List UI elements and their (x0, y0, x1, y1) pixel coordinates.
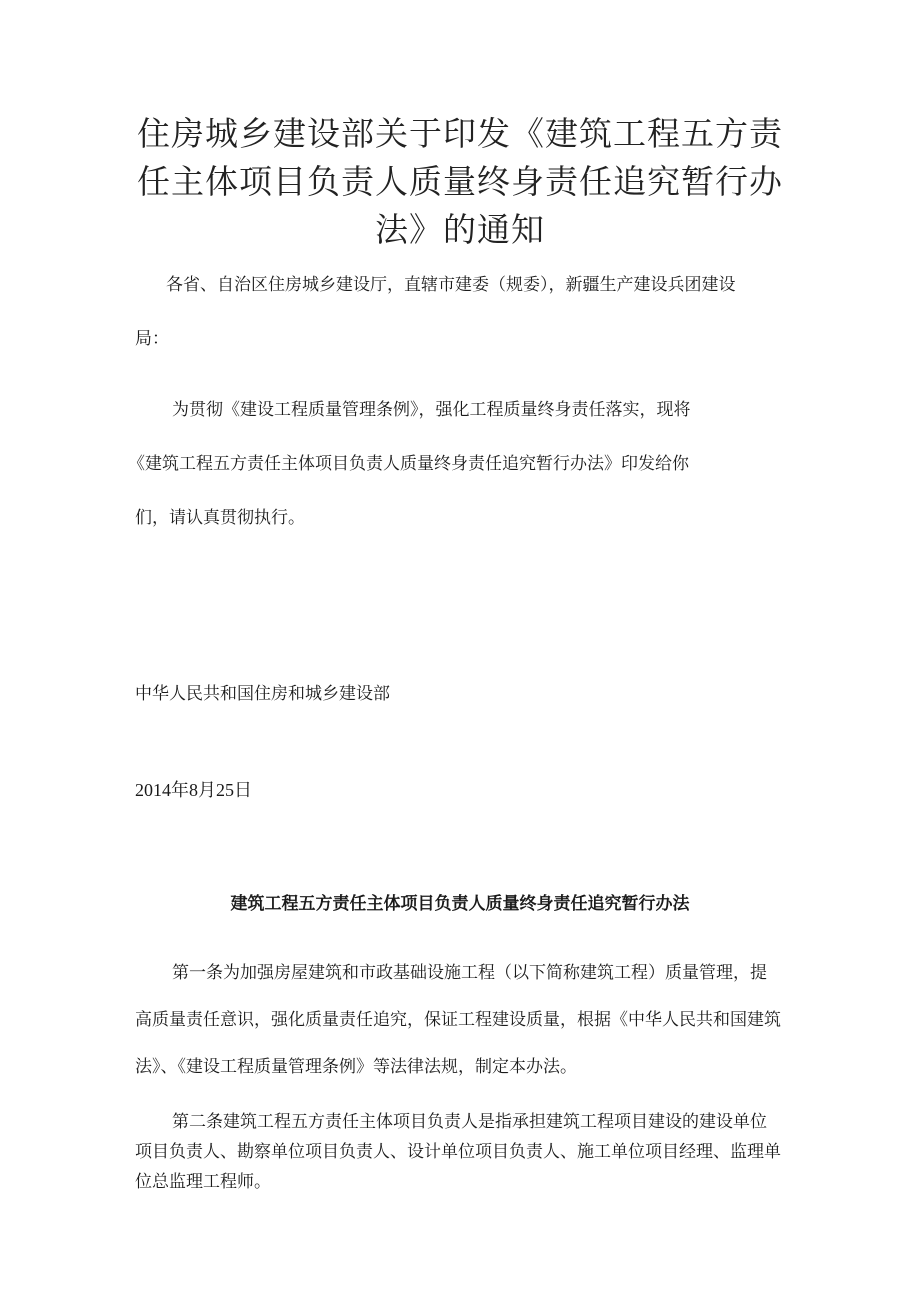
article-2-line: 项目负责人、勘察单位项目负责人、设计单位项目负责人、施工单位项目经理、监理单 (135, 1142, 781, 1162)
body-line: 《建筑工程五方责任主体项目负责人质量终身责任追究暂行办法》印发给你 (128, 454, 689, 474)
issue-date: 2014年8月25日 (135, 780, 252, 800)
notice-title-line: 住房城乡建设部关于印发《建筑工程五方责 (137, 114, 783, 153)
notice-title (130, 110, 790, 254)
body-line: 为贯彻《建设工程质量管理条例》，强化工程质量终身责任落实，现将 (172, 400, 691, 420)
issuer-name: 中华人民共和国住房和城乡建设部 (135, 684, 390, 704)
notice-title-line: 法》的通知 (375, 210, 545, 249)
notice-title-line: 任主体项目负责人质量终身责任追究暂行办 (137, 162, 783, 201)
article-2-line: 位总监理工程师。 (135, 1172, 271, 1192)
article-1-line: 第一条为加强房屋建筑和市政基础设施工程（以下简称建筑工程）质量管理，提 (172, 963, 767, 983)
measures-title: 建筑工程五方责任主体项目负责人质量终身责任追究暂行办法 (230, 894, 690, 914)
article-1-line: 高质量责任意识，强化质量责任追究，保证工程建设质量，根据《中华人民共和国建筑 (135, 1010, 781, 1030)
body-line: 们，请认真贯彻执行。 (135, 508, 305, 528)
article-2-line: 第二条建筑工程五方责任主体项目负责人是指承担建筑工程项目建设的建设单位 (172, 1112, 767, 1132)
addressee-line: 各省、自治区住房城乡建设厅，直辖市建委（规委），新疆生产建设兵团建设 (166, 275, 736, 295)
article-1-line: 法》、《建设工程质量管理条例》等法律法规，制定本办法。 (135, 1057, 577, 1077)
addressee-line: 局： (135, 329, 169, 349)
